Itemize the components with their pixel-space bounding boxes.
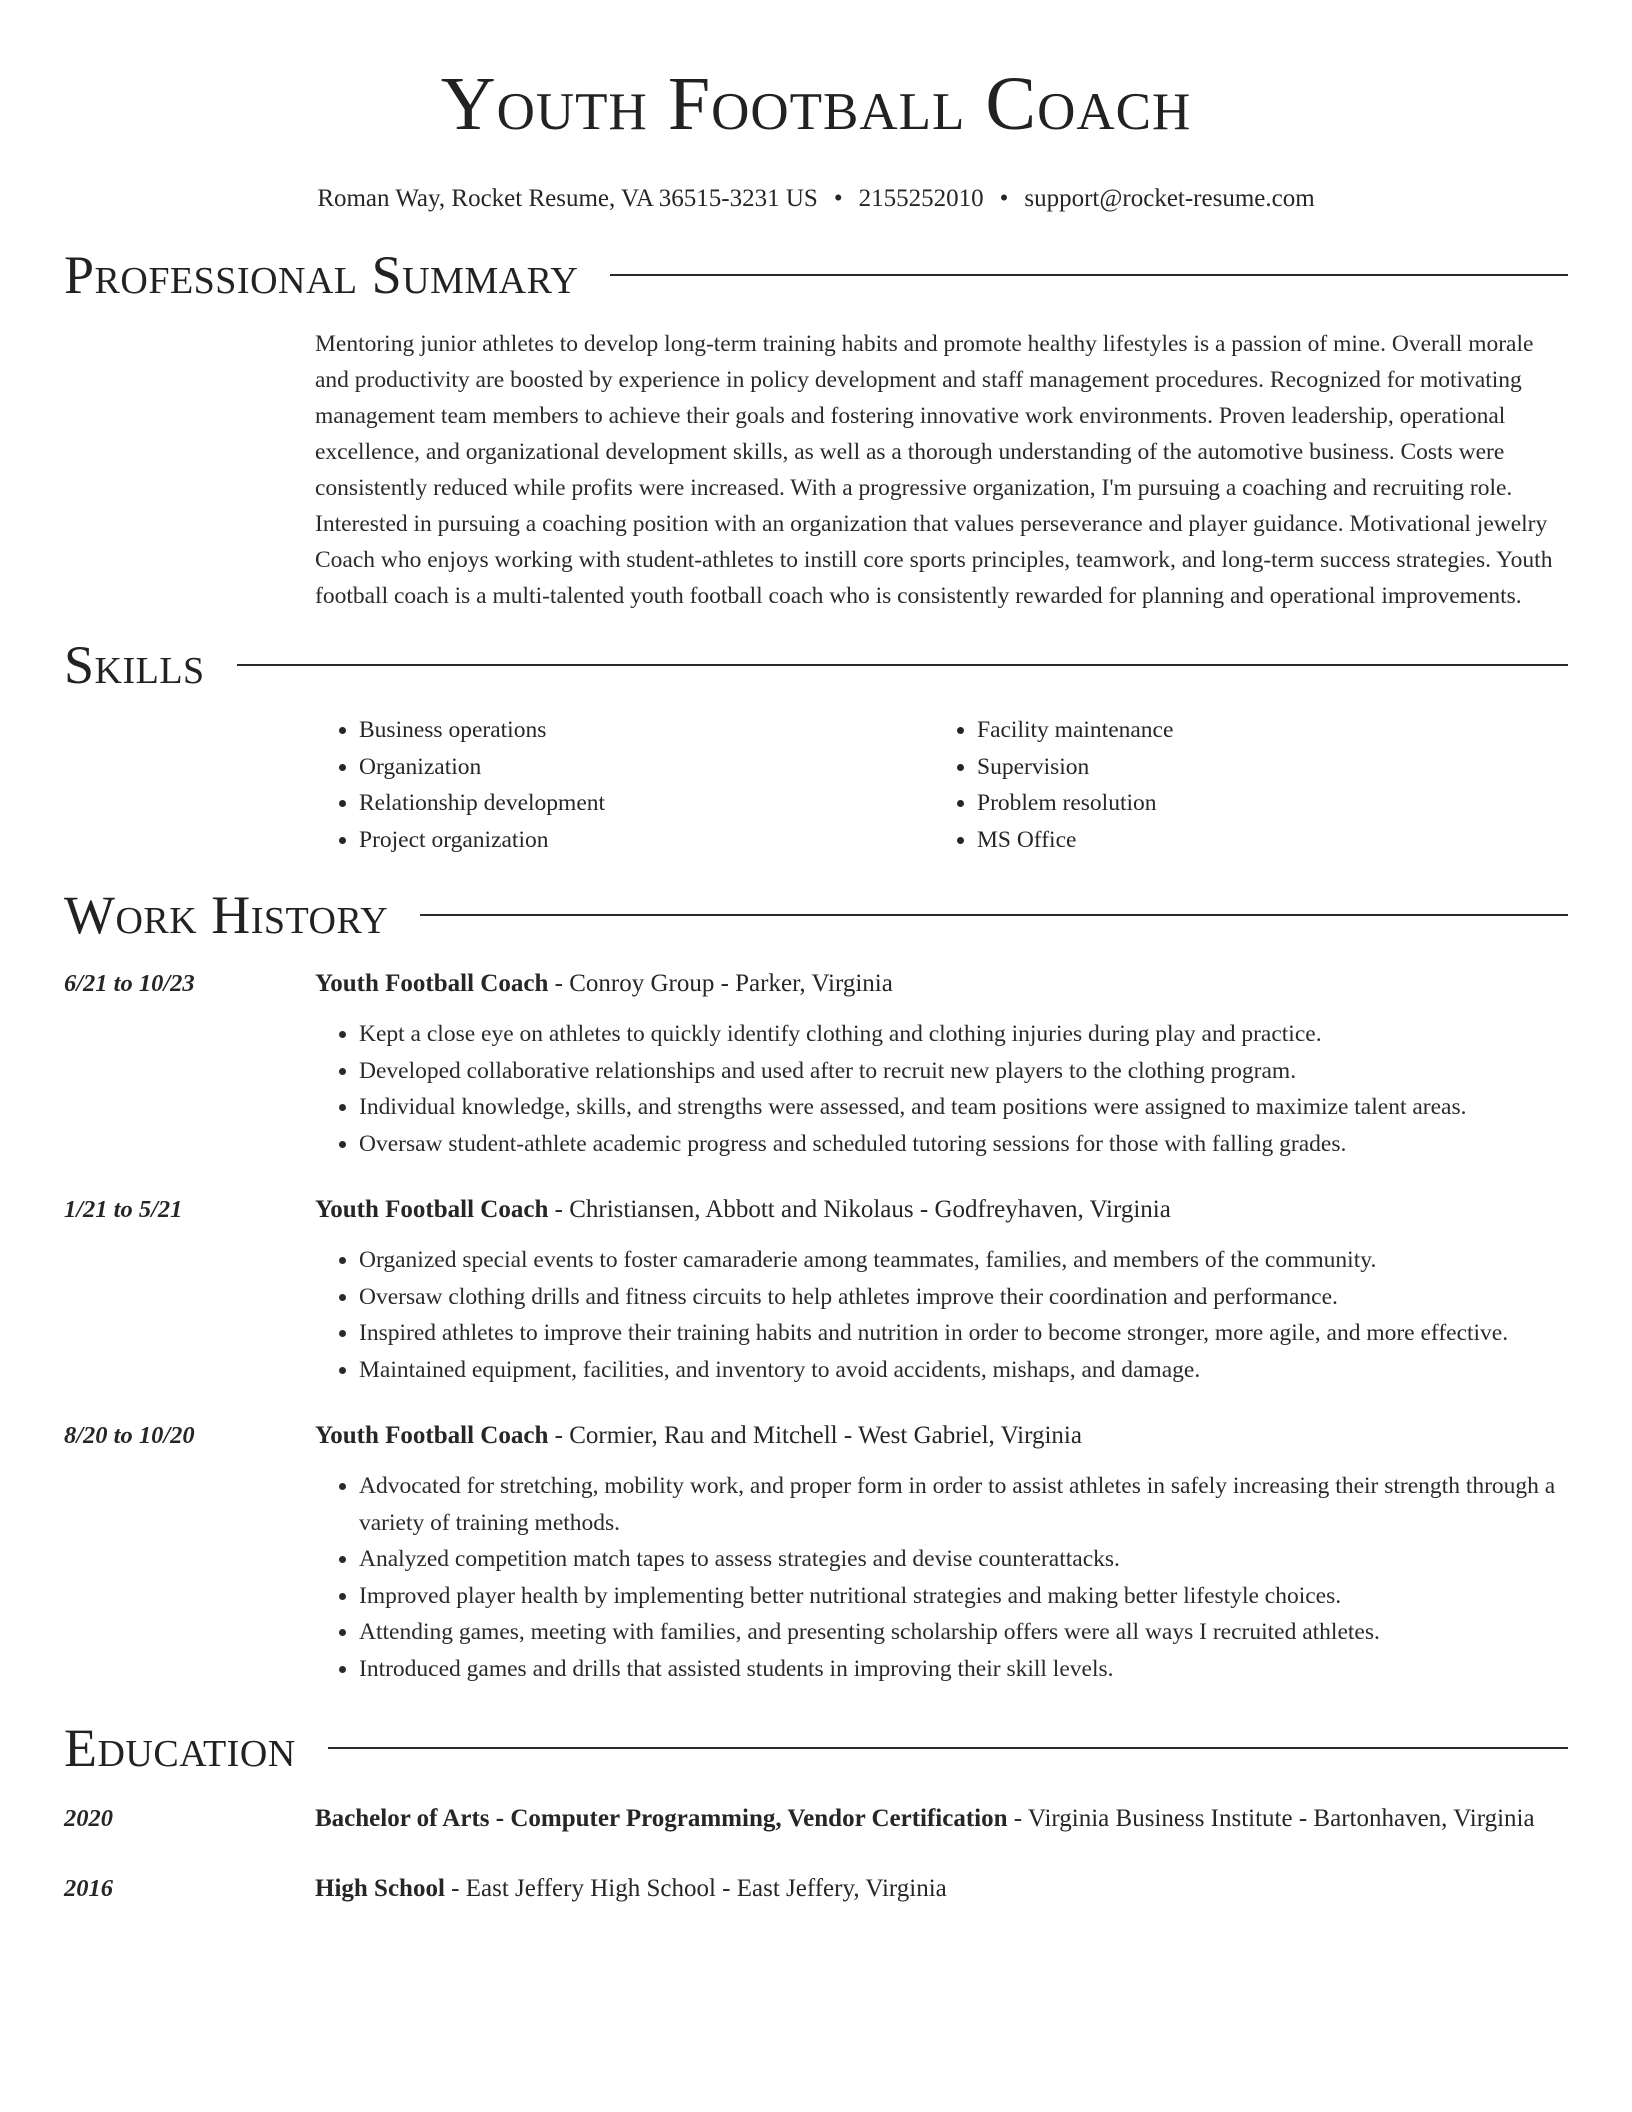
job-bullet: • Maintained equipment, facilities, and inventory to avoid accidents, mishaps, and damage. <box>359 1352 1568 1389</box>
education-entry <box>64 1799 1568 1839</box>
job-bullet: • Individual knowledge, skills, and strengths were assessed, and team positions were assigned to maximize talent areas. <box>359 1089 1568 1126</box>
education-detail <box>315 1799 1568 1839</box>
skill-item: • MS Office <box>977 822 1551 859</box>
contact-phone: 2155252010 <box>858 185 984 212</box>
job-bullet: • Attending games, meeting with families, and presenting scholarship offers were all ways I recruited athletes. <box>359 1614 1568 1651</box>
contact-address: Roman Way, Rocket Resume, VA 36515-3231 US <box>317 185 818 212</box>
education-section <box>64 1717 1568 1909</box>
education-body <box>315 1869 1568 1909</box>
skills-title: Skills <box>64 635 205 695</box>
summary-section <box>64 244 1568 614</box>
job-body <box>315 966 1568 1162</box>
job-employer: - Cormier, Rau and Mitchell - West Gabriel, Virginia <box>548 1422 1082 1449</box>
job-entry <box>64 1192 1568 1388</box>
skills-column-left <box>315 712 933 858</box>
job-bullet: • Advocated for stretching, mobility work, and proper form in order to assist athletes in safely increasing their strength through a variety of training methods. <box>359 1468 1568 1541</box>
job-bullet: • Oversaw student-athlete academic progress and scheduled tutoring sessions for those with falling grades. <box>359 1126 1568 1163</box>
job-entry <box>64 1418 1568 1687</box>
job-bullets <box>315 1016 1568 1162</box>
work-header <box>64 884 1568 946</box>
job-bullet: • Kept a close eye on athletes to quickly identify clothing and clothing injuries during play and practice. <box>359 1016 1568 1053</box>
job-title <box>315 1418 1568 1454</box>
section-divider <box>328 1747 1568 1749</box>
skill-item: • Relationship development <box>359 785 933 822</box>
work-section <box>64 884 1568 1687</box>
skills-column-right <box>933 712 1551 858</box>
job-entry <box>64 966 1568 1162</box>
education-header <box>64 1717 1568 1779</box>
contact-line <box>64 184 1568 214</box>
contact-separator: • <box>833 185 843 212</box>
summary-text: Mentoring junior athletes to develop long-term training habits and promote healthy lifestyles is a passion of mine. Overall morale and productivity are boosted by experience in policy development and staff management procedures. Recognized for motivating management team members to achieve their goals and fostering innovative work environments. Proven leadership, operational excellence, and organizational development skills, as well as a thorough understanding of the automotive business. Costs were consistently reduced while profits were increased. With a progressive organization, I'm pursuing a coaching and recruiting role. Interested in pursuing a coaching position with an organization that values perseverance and player guidance. Motivational jewelry Coach who enjoys working with student-athletes to instill core sports principles, teamwork, and long-term success strategies. Youth football coach is a multi-talented youth football coach who is consistently rewarded for planning and operational improvements. <box>315 331 1553 609</box>
skills-section <box>64 634 1568 858</box>
job-bullets <box>315 1242 1568 1388</box>
education-degree: Bachelor of Arts - Computer Programming, Vendor Certification <box>315 1805 1008 1832</box>
job-bullet: • Oversaw clothing drills and fitness circuits to help athletes improve their coordination and performance. <box>359 1279 1568 1316</box>
job-role: Youth Football Coach <box>315 970 549 997</box>
skills-list <box>315 712 1568 858</box>
job-bullet: • Developed collaborative relationships and used after to recruit new players to the clothing program. <box>359 1053 1568 1090</box>
summary-header <box>64 244 1568 306</box>
section-divider <box>420 914 1568 916</box>
skill-item: • Project organization <box>359 822 933 859</box>
skill-item: • Supervision <box>977 749 1551 786</box>
job-bullet: • Inspired athletes to improve their training habits and nutrition in order to become stronger, more agile, and more effective. <box>359 1315 1568 1352</box>
skill-item: • Problem resolution <box>977 785 1551 822</box>
summary-content <box>315 326 1568 614</box>
education-entry <box>64 1869 1568 1909</box>
job-role: Youth Football Coach <box>315 1422 549 1449</box>
candidate-name: Youth Football Coach <box>440 62 1192 146</box>
job-employer: - Christiansen, Abbott and Nikolaus - Godfreyhaven, Virginia <box>548 1196 1171 1223</box>
skill-item: • Business operations <box>359 712 933 749</box>
job-date: 6/21 to 10/23 <box>64 970 195 997</box>
skill-item: • Facility maintenance <box>977 712 1551 749</box>
education-degree: High School <box>315 1875 445 1902</box>
job-bullet: • Organized special events to foster camaraderie among teammates, families, and members of the community. <box>359 1242 1568 1279</box>
job-date: 1/21 to 5/21 <box>64 1196 183 1223</box>
skills-header <box>64 634 1568 696</box>
work-title: Work History <box>64 885 389 945</box>
education-school: - Virginia Business Institute - Bartonhaven, Virginia <box>1007 1805 1535 1832</box>
education-title: Education <box>64 1718 296 1778</box>
summary-title: Professional Summary <box>64 245 579 305</box>
job-bullets <box>315 1468 1568 1687</box>
job-body <box>315 1418 1568 1687</box>
section-divider <box>237 664 1568 666</box>
education-year: 2016 <box>64 1875 113 1902</box>
education-body <box>315 1799 1568 1839</box>
contact-email: support@rocket-resume.com <box>1024 185 1315 212</box>
job-employer: - Conroy Group - Parker, Virginia <box>548 970 893 997</box>
education-school: - East Jeffery High School - East Jeffery, Virginia <box>444 1875 947 1902</box>
skill-item: • Organization <box>359 749 933 786</box>
job-body <box>315 1192 1568 1388</box>
job-bullet: • Analyzed competition match tapes to assess strategies and devise counterattacks. <box>359 1541 1568 1578</box>
job-role: Youth Football Coach <box>315 1196 549 1223</box>
job-bullet: • Improved player health by implementing better nutritional strategies and making better lifestyle choices. <box>359 1578 1568 1615</box>
job-date: 8/20 to 10/20 <box>64 1422 195 1449</box>
job-title <box>315 1192 1568 1228</box>
section-divider <box>610 274 1568 276</box>
contact-separator: • <box>999 185 1009 212</box>
job-title <box>315 966 1568 1002</box>
education-year: 2020 <box>64 1805 113 1832</box>
job-bullet: • Introduced games and drills that assisted students in improving their skill levels. <box>359 1651 1568 1688</box>
education-detail <box>315 1869 1568 1909</box>
